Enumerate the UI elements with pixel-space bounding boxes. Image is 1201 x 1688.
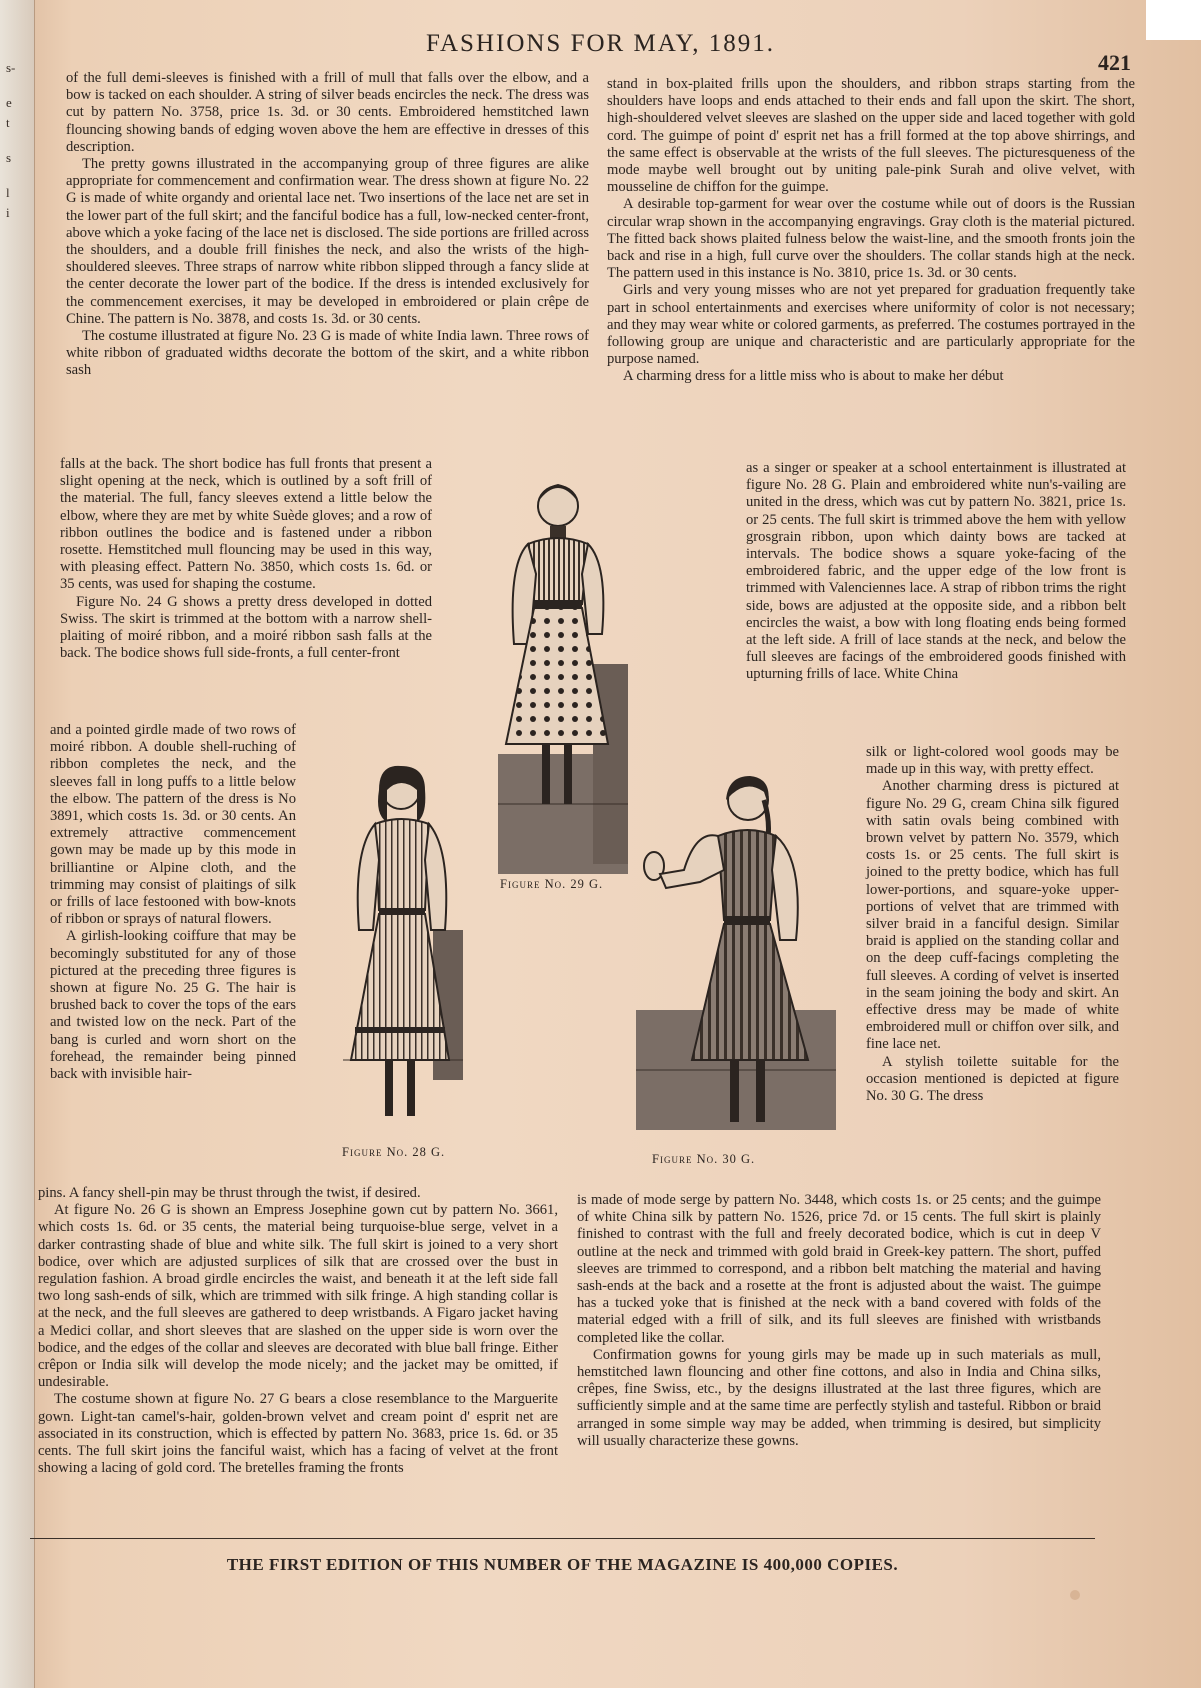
figure-28-caption: Figure No. 28 G.: [342, 1145, 446, 1159]
footer-rule: [30, 1538, 1095, 1539]
paragraph: stand in box-plaited frills upon the shoulders, and ribbon straps starting from the shoulders have loops and ends attached to their ends and fall upon the skirt. The short, high-shouldered velvet sleeves are slashed on the upper side and laced together with gold cord. The guimpe of point d' esprit net has a frill formed at the top above shirrings, and the same effect is observable at the wrists of the full sleeves. The picturesqueness of the mode maybe well brought out by uniting pale-pink Surah and olive velvet, with mousseline de chiffon for the guimpe.: [607, 76, 1135, 196]
paragraph: Girls and very young misses who are not yet prepared for graduation frequently take part in school entertainments and exercises where uniformity of color is not necessary; and they may wear white or colored garments, as preferred. The costumes portrayed in the following group are unique and characteristic and are particularly appropriate for the purpose named.: [607, 282, 1135, 368]
paragraph: Another charming dress is pictured at figure No. 29 G, cream China silk figured with satin ovals being combined with brown velvet by pattern No. 3579, which costs 1s. or 25 cents. The full skirt is joined to the pretty bodice, which has full lower-portions, and square-yoke upper-portions of velvet that are trimmed with silver braid in a fanciful design. Similar braid is applied on the standing collar and on the deep cuff-facings completing the full sleeves. A cording of velvet is inserted in the seam joining the body and skirt. An effective dress may be made of white embroidered mull or chiffon over silk, and fine lace net.: [866, 778, 1119, 1053]
right-column-top: [607, 76, 1135, 386]
left-column-narrow: [50, 722, 296, 1083]
paragraph: The costume illustrated at figure No. 23 G is made of white India lawn. Three rows of white ribbon of graduated widths decorate the bottom of the skirt, and a white ribbon sash: [66, 328, 589, 379]
paragraph: A desirable top-garment for wear over the costume while out of doors is the Russian circular wrap shown in the accompanying engravings. Gray cloth is the material pictured. The fitted back shows plaited fulness below the waist-line, and the smooth fronts join the back and rise in a high, full curve over the shoulders. The collar stands high at the neck. The pattern used in this instance is No. 3810, price 1s. 3d. or 30 cents.: [607, 196, 1135, 282]
paragraph: silk or light-colored wool goods may be made up in this way, with pretty effect.: [866, 744, 1119, 778]
paragraph: A girlish-looking coiffure that may be becomingly substituted for any of those pictured at the preceding three figures is shown at figure No. 25 G. The hair is brushed back to cover the tops of the ears and twisted low on the neck. Part of the bang is curled and worn short on the forehead, the remainder being pinned back with invisible hair-: [50, 928, 296, 1083]
left-column-mid: [60, 456, 432, 662]
figure-29-illustration: [498, 474, 628, 874]
left-column-bottom: [38, 1185, 558, 1477]
paragraph: The pretty gowns illustrated in the accompanying group of three figures are alike appropriate for commencement and confirmation wear. The dress shown at figure No. 22 G is made of white organdy and oriental lace net. Two insertions of the lace net are set in the lower part of the full skirt; and the fanciful bodice has a full, low-necked center-front, above which a yoke facing of the lace net is disclosed. The side portions are frilled across the shoulders, and a double frill finishes the neck, and also the wrists of the high-shouldered sleeves. Three straps of narrow white ribbon slipped through a fancy slide at the center decorate the lower part of the bodice. If the dress is intended exclusively for the commencement exercises, it may be developed in embroidered or plain crêpe de Chine. The pattern is No. 3878, and costs 1s. 3d. or 30 cents.: [66, 156, 589, 327]
figure-30-caption: Figure No. 30 G.: [652, 1152, 756, 1166]
paragraph: pins. A fancy shell-pin may be thrust through the twist, if desired.: [38, 1185, 421, 1201]
paragraph: is made of mode serge by pattern No. 3448, which costs 1s. or 25 cents; and the guimpe of white China silk by pattern No. 1526, price 7d. or 15 cents. The full skirt is plainly finished to contrast with the full and freely decorated bodice, which is cut in deep V outline at the neck and trimmed with gold braid in Greek-key pattern. The short, puffed sleeves are trimmed to correspond, and a ribbon belt matching the material and having sash-ends at the back and a rosette at the front is adjusted about the waist. The guimpe has a tucked yoke that is finished at the neck with a band covered with folds of the material edged with a frill of silk, and its full sleeves are finished with wristbands completed like the collar.: [577, 1192, 1101, 1346]
paper-stain: [1070, 1590, 1080, 1600]
paragraph: as a singer or speaker at a school entertainment is illustrated at figure No. 28 G. Plain and embroidered white nun's-vailing are united in the dress, which was cut by pattern No. 3821, price 1s. or 25 cents. The full skirt is trimmed above the hem with yellow grosgrain ribbon, upon which dainty bows are tacked at intervals. The bodice shows a square yoke-facing of the embroidered fabric, and the upper edge of the low front is trimmed with Valenciennes lace. A strap of ribbon trims the right side, bows are adjusted at the opposite side, and a ribbon belt encircles the waist, a bow with long floating ends being formed at the left side. A frill of lace stands at the neck, and below the full sleeves are facings of the embroidered goods finished with upturning frills of lace. White China: [746, 460, 1126, 683]
figure-29-caption: Figure No. 29 G.: [500, 877, 604, 891]
footer-note: THE FIRST EDITION OF THIS NUMBER OF THE MAGAZINE IS 400,000 COPIES.: [226, 1555, 899, 1574]
left-column-top: [66, 70, 589, 380]
paragraph: and a pointed girdle made of two rows of moiré ribbon. A double shell-ruching of ribbon completes the neck, and the sleeves fall in long puffs to a little below the elbow. The pattern of the dress is No 3891, which costs 1s. 3d. or 30 cents. An extremely attractive commencement gown may be made up by this mode in brilliantine or Alpine cloth, and the trimming may consist of plaitings of silk or frills of lace festooned with bow-knots of ribbon or sprays of natural flowers.: [50, 722, 296, 928]
page-number: 421: [1098, 50, 1131, 75]
paragraph: Confirmation gowns for young girls may be made up in such materials as mull, hemstitched lawn flouncing and other fine cottons, and also in India and China silks, crêpes, fine Swiss, etc., by the designs illustrated at the last three figures, which are sufficiently simple and at the same time are perfectly stylish and tasteful. Ribbon or braid arranged in some simple way may be added, when trimming is desired, but simplicity will usually characterize these gowns.: [577, 1346, 1101, 1449]
running-header: FASHIONS FOR MAY, 1891.: [425, 30, 776, 57]
previous-page-edge: s- e t s l i: [0, 0, 35, 1688]
figure-30-illustration: [636, 770, 836, 1142]
paragraph: Figure No. 24 G shows a pretty dress developed in dotted Swiss. The skirt is trimmed at the bottom with a narrow shell-plaiting of moiré ribbon, and a moiré ribbon sash falls at the back. The bodice shows full side-fronts, a full center-front: [60, 593, 432, 662]
right-column-mid: [746, 460, 1126, 684]
paragraph: falls at the back. The short bodice has full fronts that present a slight opening at the neck, which is outlined by a soft frill of the material. The full, fancy sleeves extend a little below the elbow, where they are met by white Suède gloves; and a row of ribbon outlines the bodice and is fastened under a ribbon rosette. Hemstitched mull flouncing may be used in this way, with pleasing effect. Pattern No. 3850, which costs 1s. 6d. or 35 cents, was used for shaping the costume.: [60, 456, 432, 593]
paragraph: At figure No. 26 G is shown an Empress Josephine gown cut by pattern No. 3661, which costs 1s. 6d. or 35 cents, the material being turquoise-blue serge, velvet in a darker contrasting shade of blue and white silk. The full skirt is joined to a very short bodice, over which are adjusted surplices of silk that are crossed over the bust in regulation fashion. A broad girdle encircles the waist, and beneath it at the left side fall two long sash-ends of silk, which are trimmed with silk fringe. A high standing collar is at the neck, and the full sleeves are gathered to deep wristbands. A Figaro jacket having a Medici collar, and short sleeves that are slashed on the upper side is worn over the bodice, and the edges of the collar and sleeves are decorated with blue ball fringe. Either crêpon or India silk will develop the mode nicely; and the jacket may be omitted, if undesirable.: [38, 1202, 558, 1391]
right-column-bottom: [577, 1192, 1101, 1450]
paragraph: A charming dress for a little miss who is about to make her début: [623, 368, 1004, 385]
paragraph: A stylish toilette suitable for the occasion mentioned is depicted at figure No. 30 G. The dress: [866, 1053, 1119, 1105]
paragraph: of the full demi-sleeves is finished with a frill of mull that falls over the elbow, and a bow is tacked on each shoulder. A string of silver beads encircles the neck. The dress was cut by pattern No. 3758, price 1s. 3d. or 30 cents. Embroidered hemstitched lawn flouncing showing bands of edging woven above the hem are effective in dresses of this description.: [66, 70, 589, 155]
right-column-narrow: [866, 744, 1119, 1105]
paragraph: The costume shown at figure No. 27 G bears a close resemblance to the Marguerite gown. Light-tan camel's-hair, golden-brown velvet and cream point d' esprit net are associated in its construction, which is effected by pattern No. 3683, price 1s. 6d. or 35 cents. The full skirt joins the fanciful waist, which has a facing of velvet at the front showing a lacing of gold cord. The bretelles framing the fronts: [38, 1391, 558, 1477]
figure-28-illustration: [343, 760, 463, 1130]
